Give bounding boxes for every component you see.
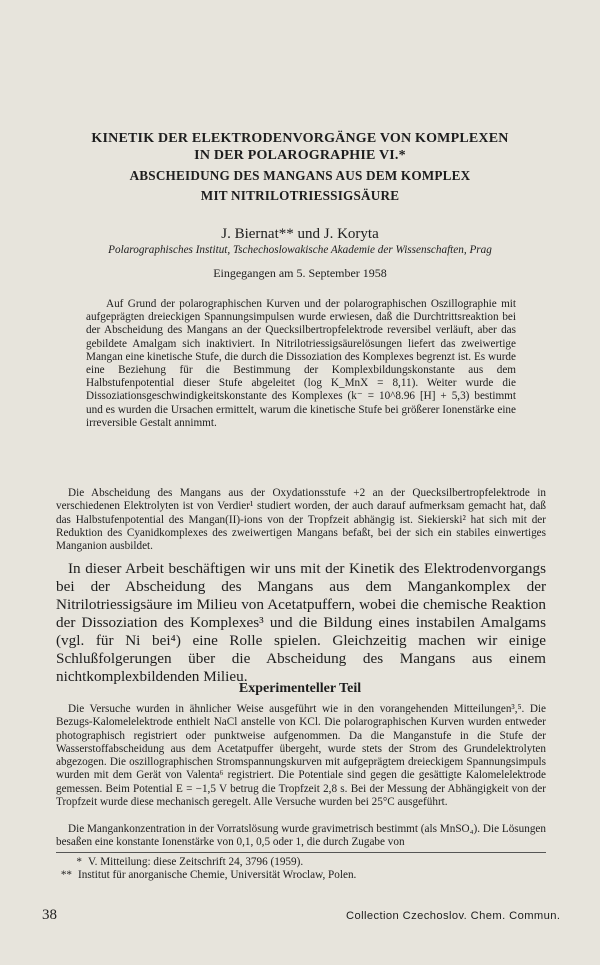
abstract: Auf Grund der polarographischen Kurven und der polarographischen Oszillographie mit aufgeprägten dreieckigen Spannungsimpulsen wurde erwiesen, daß die Durchtrittsreaktion bei der Abscheidung des Mangans an der Quecksilbertropfelektrode reversibel verläuft, aber das gebildete Amalgam sich inaktiviert. In Nitrilotriessigsäurelösungen liefert das zweiwertige Mangan eine kinetische Stufe, die durch die Dissoziation des Komplexes begrenzt ist. Es wurde eine Beziehung für die Bestimmung der Komplexbildungskonstante aus dem Halbstufenpotential dieser Stufe abgeleitet (log K_MnX = 8,11). Weiter wurde die Dissoziationsgeschwindigkeitskonstante des Komplexes (k⁻ = 10^8.96 [H] + 5,3) bestimmt und es wurden die Ursachen ermittelt, warum die kinetische Stufe bei größerer Ionenstärke eine irreversible Gestalt annimmt. bbox=[86, 298, 516, 429]
footnote-mark: * bbox=[76, 856, 82, 868]
experimental-paragraph-2: Die Mangankonzentration in der Vorratslösung wurde gravimetrisch bestimmt (als MnSO₄). Die Lösungen besaßen eine konstante Ionenstärke von 0,1, 0,5 oder 1, die durch Zugabe von bbox=[56, 823, 546, 849]
footnote-mark: ** bbox=[60, 869, 72, 881]
title-line-1: KINETIK DER ELEKTRODENVORGÄNGE VON KOMPLEXEN bbox=[91, 131, 509, 146]
page-number: 38 bbox=[42, 907, 57, 923]
title-line-2: IN DER POLAROGRAPHIE VI.* bbox=[194, 148, 406, 163]
title-line-4: MIT NITRILOTRIESSIGSÄURE bbox=[200, 188, 400, 203]
footnote-1 bbox=[66, 856, 303, 868]
section-heading: Experimenteller Teil bbox=[238, 681, 362, 696]
authors: J. Biernat** und J. Koryta bbox=[221, 226, 379, 242]
received-date: Eingegangen am 5. September 1958 bbox=[213, 266, 387, 280]
article-title bbox=[70, 130, 530, 204]
footnote-text: V. Mitteilung: diese Zeitschrift 24, 3796 (1959). bbox=[88, 856, 304, 868]
intro-paragraph-large: In dieser Arbeit beschäftigen wir uns mit der Kinetik des Elektrodenvorgangs bei der Abscheidung des Mangans aus dem Mangankomplex der Nitrilotriessigsäure im Milieu von Acetatpuffern, wobei die chemische Reaktion der Dissoziation des Komplexes³ und die Bildung eines instabilen Amalgams (vgl. für Ni bei⁴) eine Rolle spielen. Gleichzeitig machen wir einige Schlußfolgerungen über die Abscheidung des Mangans aus einem nichtkomplexbildenden Milieu. bbox=[56, 560, 546, 685]
footnote-text: Institut für anorganische Chemie, Universität Wroclaw, Polen. bbox=[78, 869, 357, 881]
title-line-3: ABSCHEIDUNG DES MANGANS AUS DEM KOMPLEX bbox=[129, 168, 471, 183]
affiliation: Polarographisches Institut, Tschechoslowakische Akademie der Wissenschaften, Prag bbox=[108, 244, 492, 256]
footnote-2 bbox=[56, 869, 356, 881]
journal-name: Collection Czechoslov. Chem. Commun. bbox=[346, 910, 561, 922]
footnote-rule bbox=[56, 852, 546, 853]
experimental-paragraph-1: Die Versuche wurden in ähnlicher Weise ausgeführt wie in den vorangehenden Mitteilungen³,⁵. Die Bezugs-Kalomelelektrode enthielt NaCl anstelle von KCl. Die polarographischen Kurven wurden entweder photographisch registriert oder punktweise aufgenommen. Da die Manganstufe in die Stufe der Wasserstoffabscheidung aus dem Acetatpuffer übergeht, wurde stets der Strom des Grundelektrolyten abgezogen. Die oszillographischen Stromspannungskurven mit aufgeprägtem dreieckigem Spannungsimpuls wurden mit dem Gerät von Valenta⁶ registriert. Die Potentiale sind gegen die gesättigte Kalomelelektrode gemessen. Beim Potential E = −1,5 V betrug die Tropfzeit 2,8 s. Bei der Messung der Abhängigkeit von der Tropfzeit wurde diese mechanisch geregelt. Alle Versuche wurden bei 25°C ausgeführt. bbox=[56, 703, 546, 809]
intro-paragraph-small: Die Abscheidung des Mangans aus der Oxydationsstufe +2 an der Quecksilbertropfelektrode in verschiedenen Elektrolyten ist von Verdier¹ studiert worden, der auch darauf aufmerksam gemacht hat, daß das Halbstufenpotential des Mangan(II)-ions von der Tropfzeit abhängig ist. Siekierski² hat sich mit der Reduktion des Cyanidkomplexes des zweiwertigen Mangans befaßt, bei der sich ein stabiles einwertiges Manganion ausbildet. bbox=[56, 487, 546, 553]
